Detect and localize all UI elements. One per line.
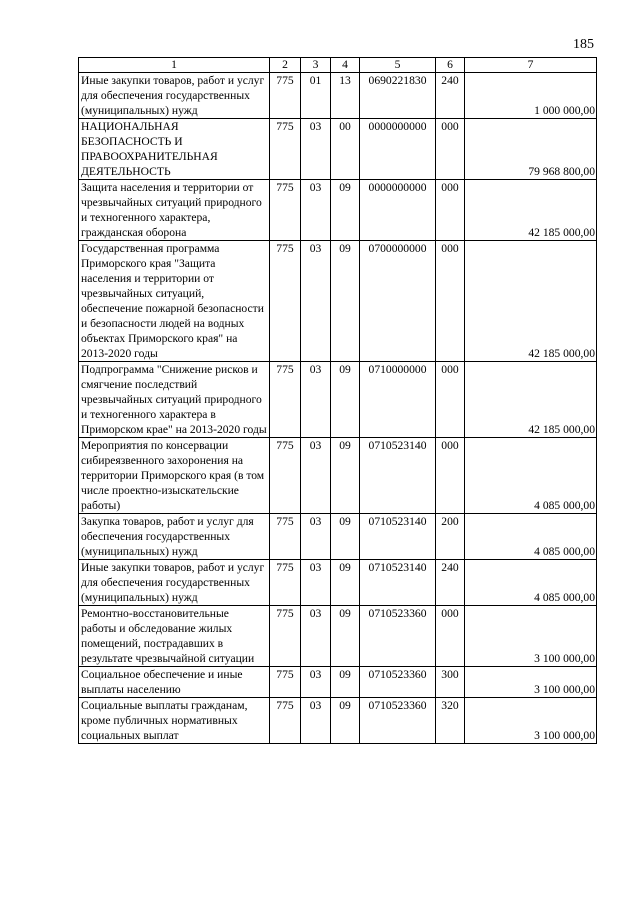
row-amount: 79 968 800,00	[465, 119, 597, 180]
table-row	[79, 362, 597, 438]
row-name: Мероприятия по консервации сибиреязвенного захоронения на территории Приморского края (в том числе проектно-изыскательские работы)	[79, 438, 270, 514]
row-section: 03	[301, 438, 331, 514]
row-target-article: 0710523140	[360, 514, 436, 560]
row-section: 03	[301, 560, 331, 606]
row-expense-type: 000	[436, 180, 465, 241]
row-expense-type: 000	[436, 119, 465, 180]
row-target-article: 0710523360	[360, 667, 436, 698]
row-section: 01	[301, 73, 331, 119]
row-expense-type: 000	[436, 362, 465, 438]
row-section: 03	[301, 180, 331, 241]
row-name: Социальные выплаты гражданам, кроме публичных нормативных социальных выплат	[79, 698, 270, 744]
row-target-article: 0000000000	[360, 119, 436, 180]
row-target-article: 0710523140	[360, 560, 436, 606]
row-subsection: 00	[331, 119, 360, 180]
row-admin-code: 775	[270, 606, 301, 667]
table-row	[79, 560, 597, 606]
row-subsection: 09	[331, 514, 360, 560]
row-admin-code: 775	[270, 362, 301, 438]
row-target-article: 0710523360	[360, 698, 436, 744]
row-expense-type: 300	[436, 667, 465, 698]
row-subsection: 09	[331, 362, 360, 438]
row-amount: 3 100 000,00	[465, 606, 597, 667]
row-name: Закупка товаров, работ и услуг для обеспечения государственных (муниципальных) нужд	[79, 514, 270, 560]
row-target-article: 0710000000	[360, 362, 436, 438]
row-target-article: 0710523360	[360, 606, 436, 667]
row-name: Ремонтно-восстановительные работы и обследование жилых помещений, пострадавших в результате чрезвычайной ситуации	[79, 606, 270, 667]
row-target-article: 0000000000	[360, 180, 436, 241]
table-row	[79, 73, 597, 119]
row-target-article: 0690221830	[360, 73, 436, 119]
row-subsection: 09	[331, 606, 360, 667]
table-row	[79, 698, 597, 744]
row-name: Подпрограмма "Снижение рисков и смягчение последствий чрезвычайных ситуаций природного и техногенного характера в Приморском крае" на 2013-2020 годы	[79, 362, 270, 438]
row-admin-code: 775	[270, 698, 301, 744]
row-amount: 42 185 000,00	[465, 362, 597, 438]
row-name: НАЦИОНАЛЬНАЯ БЕЗОПАСНОСТЬ И ПРАВООХРАНИТЕЛЬНАЯ ДЕЯТЕЛЬНОСТЬ	[79, 119, 270, 180]
row-expense-type: 240	[436, 73, 465, 119]
row-subsection: 09	[331, 241, 360, 362]
table-row	[79, 180, 597, 241]
row-target-article: 0710523140	[360, 438, 436, 514]
column-header: 6	[436, 58, 465, 73]
row-admin-code: 775	[270, 560, 301, 606]
row-amount: 42 185 000,00	[465, 241, 597, 362]
row-amount: 4 085 000,00	[465, 514, 597, 560]
row-admin-code: 775	[270, 667, 301, 698]
table-row	[79, 438, 597, 514]
column-header: 7	[465, 58, 597, 73]
row-subsection: 13	[331, 73, 360, 119]
row-subsection: 09	[331, 560, 360, 606]
column-header: 2	[270, 58, 301, 73]
row-section: 03	[301, 514, 331, 560]
table-row	[79, 119, 597, 180]
row-section: 03	[301, 119, 331, 180]
row-expense-type: 320	[436, 698, 465, 744]
row-subsection: 09	[331, 698, 360, 744]
row-subsection: 09	[331, 438, 360, 514]
column-header: 4	[331, 58, 360, 73]
row-admin-code: 775	[270, 119, 301, 180]
row-amount: 3 100 000,00	[465, 667, 597, 698]
page-number: 185	[573, 37, 594, 52]
row-section: 03	[301, 698, 331, 744]
table-row	[79, 667, 597, 698]
column-header: 3	[301, 58, 331, 73]
row-amount: 42 185 000,00	[465, 180, 597, 241]
row-expense-type: 000	[436, 438, 465, 514]
table-row	[79, 606, 597, 667]
row-name: Защита населения и территории от чрезвычайных ситуаций природного и техногенного характера, гражданская оборона	[79, 180, 270, 241]
row-section: 03	[301, 606, 331, 667]
row-admin-code: 775	[270, 438, 301, 514]
row-amount: 4 085 000,00	[465, 560, 597, 606]
row-admin-code: 775	[270, 241, 301, 362]
row-admin-code: 775	[270, 180, 301, 241]
row-admin-code: 775	[270, 514, 301, 560]
row-target-article: 0700000000	[360, 241, 436, 362]
row-subsection: 09	[331, 180, 360, 241]
row-amount: 1 000 000,00	[465, 73, 597, 119]
row-section: 03	[301, 362, 331, 438]
row-amount: 3 100 000,00	[465, 698, 597, 744]
row-name: Социальное обеспечение и иные выплаты населению	[79, 667, 270, 698]
row-section: 03	[301, 667, 331, 698]
row-section: 03	[301, 241, 331, 362]
column-header: 1	[79, 58, 270, 73]
row-subsection: 09	[331, 667, 360, 698]
row-expense-type: 000	[436, 241, 465, 362]
budget-table	[78, 57, 597, 744]
row-expense-type: 240	[436, 560, 465, 606]
header-row	[79, 58, 597, 73]
row-amount: 4 085 000,00	[465, 438, 597, 514]
table-row	[79, 241, 597, 362]
table-row	[79, 514, 597, 560]
row-name: Государственная программа Приморского края "Защита населения и территории от чрезвычайных ситуаций, обеспечение пожарной безопасности и безопасности людей на водных объектах Приморского края" на 2013-2020 годы	[79, 241, 270, 362]
column-header: 5	[360, 58, 436, 73]
row-admin-code: 775	[270, 73, 301, 119]
row-name: Иные закупки товаров, работ и услуг для обеспечения государственных (муниципальных) нужд	[79, 560, 270, 606]
row-name: Иные закупки товаров, работ и услуг для обеспечения государственных (муниципальных) нужд	[79, 73, 270, 119]
row-expense-type: 200	[436, 514, 465, 560]
row-expense-type: 000	[436, 606, 465, 667]
